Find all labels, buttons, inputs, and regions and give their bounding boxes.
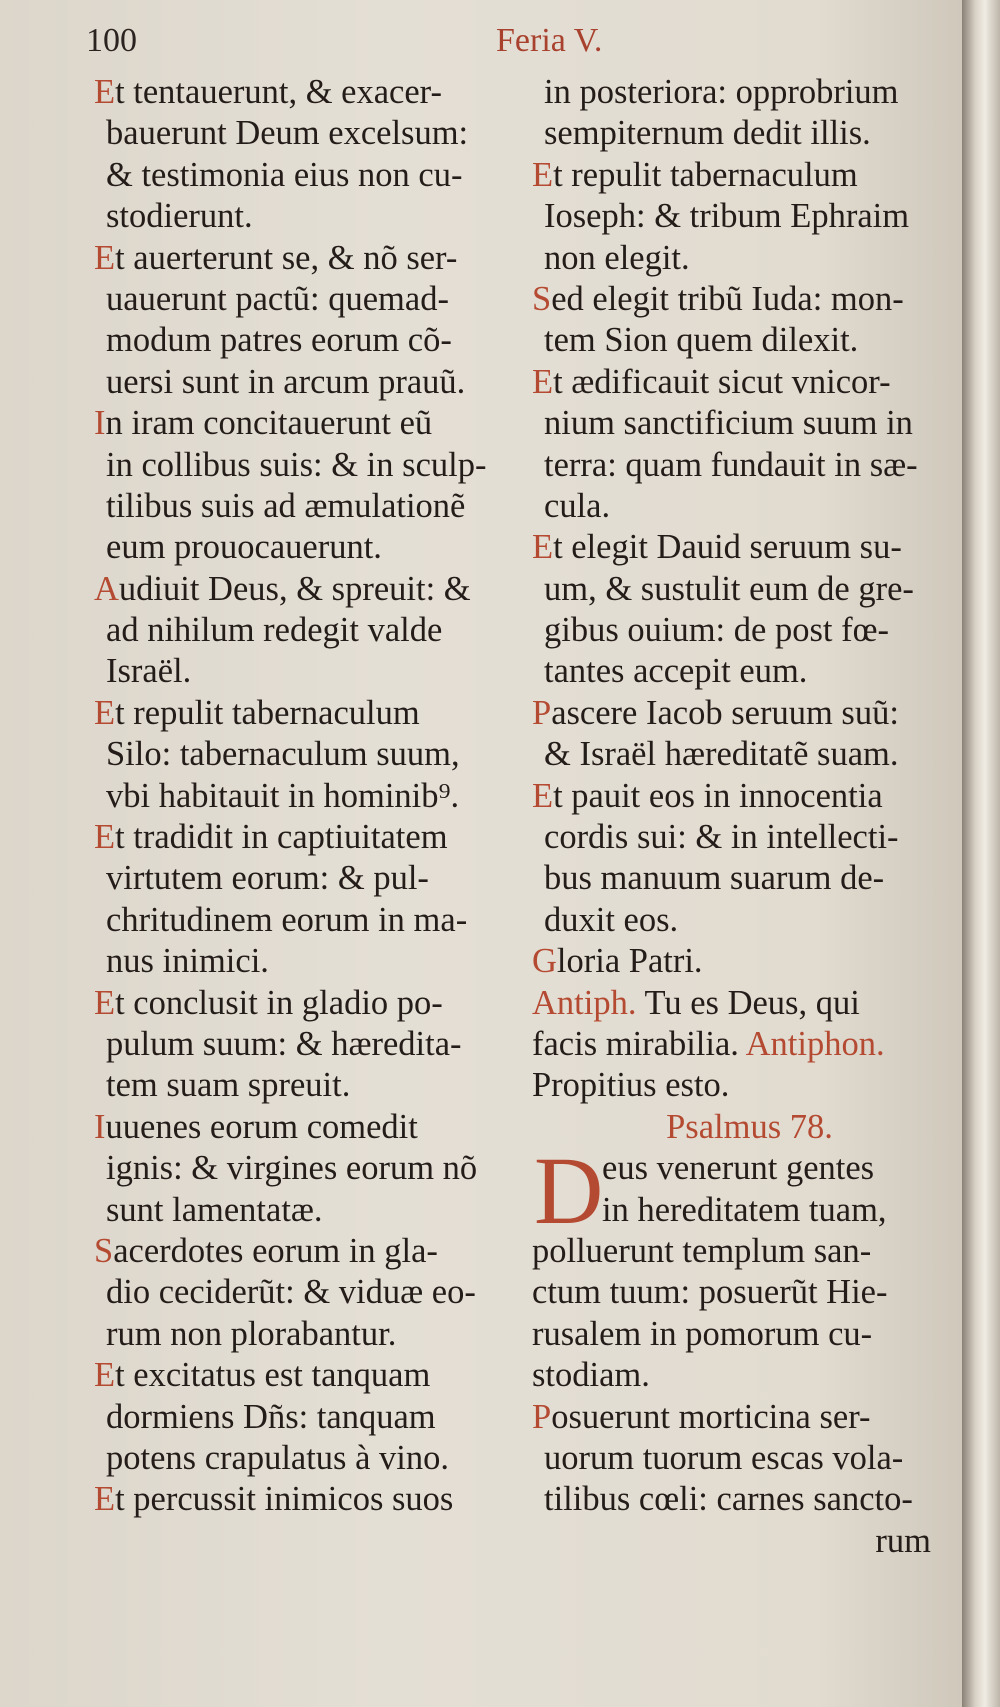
verse-text: in collibus suis: & in sculp-	[106, 445, 487, 484]
verse-initial: I	[94, 1107, 106, 1146]
right-column-verses-a	[532, 72, 937, 983]
text-line	[532, 569, 937, 610]
verse-text: terra: quam fundauit in sæ-	[544, 445, 918, 484]
right-text-column	[532, 72, 937, 1562]
verse-initial: E	[532, 528, 554, 567]
verse-initial: S	[532, 279, 552, 318]
verse-text: uauerunt pactũ: quemad-	[106, 279, 449, 318]
antiphon-line-1	[532, 983, 937, 1024]
text-line	[94, 1272, 514, 1313]
verse-text: t repulit tabernaculum	[553, 155, 858, 194]
verse-initial: E	[94, 983, 116, 1022]
verse-text: um, & sustulit eum de gre-	[544, 569, 914, 608]
psalm-line: stodiam.	[532, 1356, 650, 1395]
text-line	[94, 817, 514, 858]
verse-text: t repulit tabernaculum	[115, 693, 420, 732]
text-line	[94, 486, 514, 527]
verse-initial: P	[532, 1397, 552, 1436]
verse-text: dormiens Dñs: tanquam	[106, 1397, 436, 1436]
verse-text: tilibus cœli: carnes sancto-	[544, 1480, 913, 1519]
text-line	[532, 527, 937, 568]
text-line	[532, 776, 937, 817]
verse-text: ignis: & virgines eorum nõ	[106, 1149, 478, 1188]
text-line	[94, 569, 514, 610]
text-line	[94, 1479, 514, 1520]
verse-text: vbi habitauit in hominib⁹.	[106, 776, 460, 815]
left-text-column	[94, 72, 514, 1521]
verse-initial: E	[94, 73, 116, 111]
text-line	[94, 1438, 514, 1479]
text-line	[94, 983, 514, 1024]
verse-text: t elegit Dauid seruum su-	[553, 528, 902, 567]
antiphon-text-1: Tu es Deus, qui	[636, 983, 860, 1022]
verse-initial: E	[532, 776, 554, 815]
verse-initial: P	[532, 693, 552, 732]
verse-text: chritudinem eorum in ma-	[106, 900, 468, 939]
verse-text: ad nihilum redegit valde	[106, 611, 443, 650]
verse-text: t auerterunt se, & nõ ser-	[115, 238, 458, 277]
verse-text: pulum suum: & hæredita-	[106, 1024, 462, 1063]
verse-text: non elegit.	[544, 238, 690, 277]
verse-initial: I	[94, 404, 106, 443]
psalm-opening	[532, 1137, 937, 1245]
verse-text: sunt lamentatæ.	[106, 1190, 323, 1229]
text-line	[532, 610, 937, 651]
verse-text: udiuit Deus, & spreuit: &	[118, 569, 471, 608]
page-number: 100	[86, 22, 137, 59]
verse-initial: E	[94, 1480, 116, 1519]
psalm-line: ctum tuum: posuerũt Hie-	[532, 1273, 888, 1312]
verse-text: eum prouocauerunt.	[106, 528, 382, 567]
antiphon-text-2: facis mirabilia.	[532, 1024, 746, 1063]
verse-text: n iram concitauerunt eũ	[105, 404, 433, 443]
text-line	[94, 113, 514, 154]
verse-initial: E	[94, 693, 116, 732]
book-gutter	[962, 0, 1000, 1707]
antiphon-label-2: Antiphon.	[745, 1024, 885, 1063]
verse-text: sempiternum dedit illis.	[544, 114, 871, 153]
verse-text: tantes accepit eum.	[544, 652, 808, 691]
verse-text: stodierunt.	[106, 197, 253, 236]
verse-text: bus manuum suarum de-	[544, 859, 885, 898]
text-line	[532, 238, 937, 279]
verse-initial: E	[532, 362, 554, 401]
verse-text: Israël.	[106, 652, 192, 691]
text-line	[94, 1190, 514, 1231]
verse-text: potens crapulatus à vino.	[106, 1438, 449, 1477]
verse-text: acerdotes eorum in gla-	[113, 1231, 438, 1270]
text-line	[94, 858, 514, 899]
text-line	[532, 941, 937, 982]
verse-text: t tentauerunt, & exacer-	[115, 73, 442, 111]
text-line	[94, 527, 514, 568]
verse-initial: E	[532, 155, 554, 194]
verse-text: tem suam spreuit.	[106, 1066, 351, 1105]
text-line	[94, 610, 514, 651]
text-line	[94, 776, 514, 817]
verse-initial: E	[94, 1356, 116, 1395]
verse-text: uorum tuorum escas vola-	[544, 1438, 904, 1477]
text-line	[94, 900, 514, 941]
text-line	[94, 279, 514, 320]
verse-text: cula.	[544, 486, 611, 525]
psalm-line: rusalem in pomorum cu-	[532, 1314, 873, 1353]
text-line	[532, 734, 937, 775]
text-line	[532, 1479, 937, 1520]
text-line	[532, 113, 937, 154]
verse-text: modum patres eorum cõ-	[106, 321, 452, 360]
verse-text: t tradidit in captiuitatem	[115, 818, 448, 857]
text-line	[532, 403, 937, 444]
psalm-heading: Psalmus 78.	[666, 1107, 833, 1146]
verse-initial: S	[94, 1231, 114, 1270]
text-line	[532, 817, 937, 858]
verse-text: Silo: tabernaculum suum,	[106, 735, 460, 774]
verse-text: & Israël hæreditatẽ suam.	[544, 735, 899, 774]
verse-text: ascere Iacob seruum suũ:	[551, 693, 899, 732]
verse-text: loria Patri.	[556, 942, 703, 981]
text-line	[94, 196, 514, 237]
text-line	[94, 941, 514, 982]
verse-text: osuerunt morticina ser-	[551, 1397, 871, 1436]
antiphon-label: Antiph.	[532, 983, 637, 1022]
text-line	[94, 445, 514, 486]
text-line	[532, 858, 937, 899]
verse-text: tem Sion quem dilexit.	[544, 321, 859, 360]
text-line	[532, 155, 937, 196]
verse-initial: G	[532, 942, 557, 981]
text-line	[94, 1355, 514, 1396]
psalm-dropcap: D	[534, 1137, 604, 1245]
verse-text: uersi sunt in arcum prauũ.	[106, 362, 466, 401]
text-line	[532, 693, 937, 734]
text-line	[94, 362, 514, 403]
text-line	[94, 1231, 514, 1272]
text-line	[532, 1438, 937, 1479]
text-line	[532, 320, 937, 361]
text-line	[94, 1148, 514, 1189]
antiphon-line-3: Propitius esto.	[532, 1066, 730, 1105]
verse-text: virtutem eorum: & pul-	[106, 859, 429, 898]
text-line	[532, 196, 937, 237]
verse-text: tilibus suis ad æmulationẽ	[106, 486, 466, 525]
verse-text: nium sanctificium suum in	[544, 404, 913, 443]
text-line	[94, 1065, 514, 1106]
text-line	[94, 155, 514, 196]
text-line	[94, 1314, 514, 1355]
text-line	[94, 734, 514, 775]
verse-text: rum non plorabantur.	[106, 1314, 397, 1353]
verse-text: duxit eos.	[544, 900, 679, 939]
verse-text: Ioseph: & tribum Ephraim	[544, 197, 910, 236]
verse-text: t ædificauit sicut vnicor-	[553, 362, 891, 401]
running-title: Feria V.	[496, 22, 603, 59]
psalm-dropcap-line-2: in hereditatem tuam,	[602, 1190, 887, 1229]
verse-text: t percussit inimicos suos	[115, 1480, 454, 1519]
text-line	[532, 486, 937, 527]
verse-text: t conclusit in gladio po-	[115, 983, 443, 1022]
text-line	[94, 320, 514, 361]
verse-text: t pauit eos in innocentia	[553, 776, 883, 815]
right-column-verses-b	[532, 1397, 937, 1521]
text-line	[94, 238, 514, 279]
verse-text: in posteriora: opprobrium	[544, 73, 899, 111]
text-line	[532, 651, 937, 692]
verse-text: t excitatus est tanquam	[115, 1356, 431, 1395]
text-line	[94, 693, 514, 734]
verse-text: & testimonia eius non cu-	[106, 155, 463, 194]
text-line	[532, 279, 937, 320]
verse-text: cordis sui: & in intellecti-	[544, 818, 899, 857]
text-line	[94, 403, 514, 444]
psalm-line: polluerunt templum san-	[532, 1231, 872, 1270]
verse-initial: E	[94, 818, 116, 857]
verse-text: nus inimici.	[106, 942, 269, 981]
antiphon-line-2	[532, 1024, 937, 1065]
text-line	[532, 72, 937, 113]
verse-initial: A	[94, 569, 119, 608]
verse-text: ed elegit tribũ Iuda: mon-	[551, 279, 904, 318]
psalm-dropcap-line-1: eus venerunt gentes	[602, 1149, 875, 1188]
text-line	[94, 1107, 514, 1148]
verse-text: gibus ouium: de post fœ-	[544, 611, 889, 650]
verse-text: uuenes eorum comedit	[105, 1107, 418, 1146]
verse-initial: E	[94, 238, 116, 277]
text-line	[94, 1024, 514, 1065]
page-header	[86, 22, 902, 66]
catchword: rum	[875, 1521, 931, 1560]
text-line	[532, 445, 937, 486]
text-line	[94, 72, 514, 113]
verse-text: dio ceciderũt: & viduæ eo-	[106, 1273, 476, 1312]
text-line	[532, 900, 937, 941]
text-line	[94, 651, 514, 692]
verse-text: bauerunt Deum excelsum:	[106, 114, 469, 153]
text-line	[532, 1397, 937, 1438]
text-line	[532, 362, 937, 403]
text-line	[94, 1397, 514, 1438]
